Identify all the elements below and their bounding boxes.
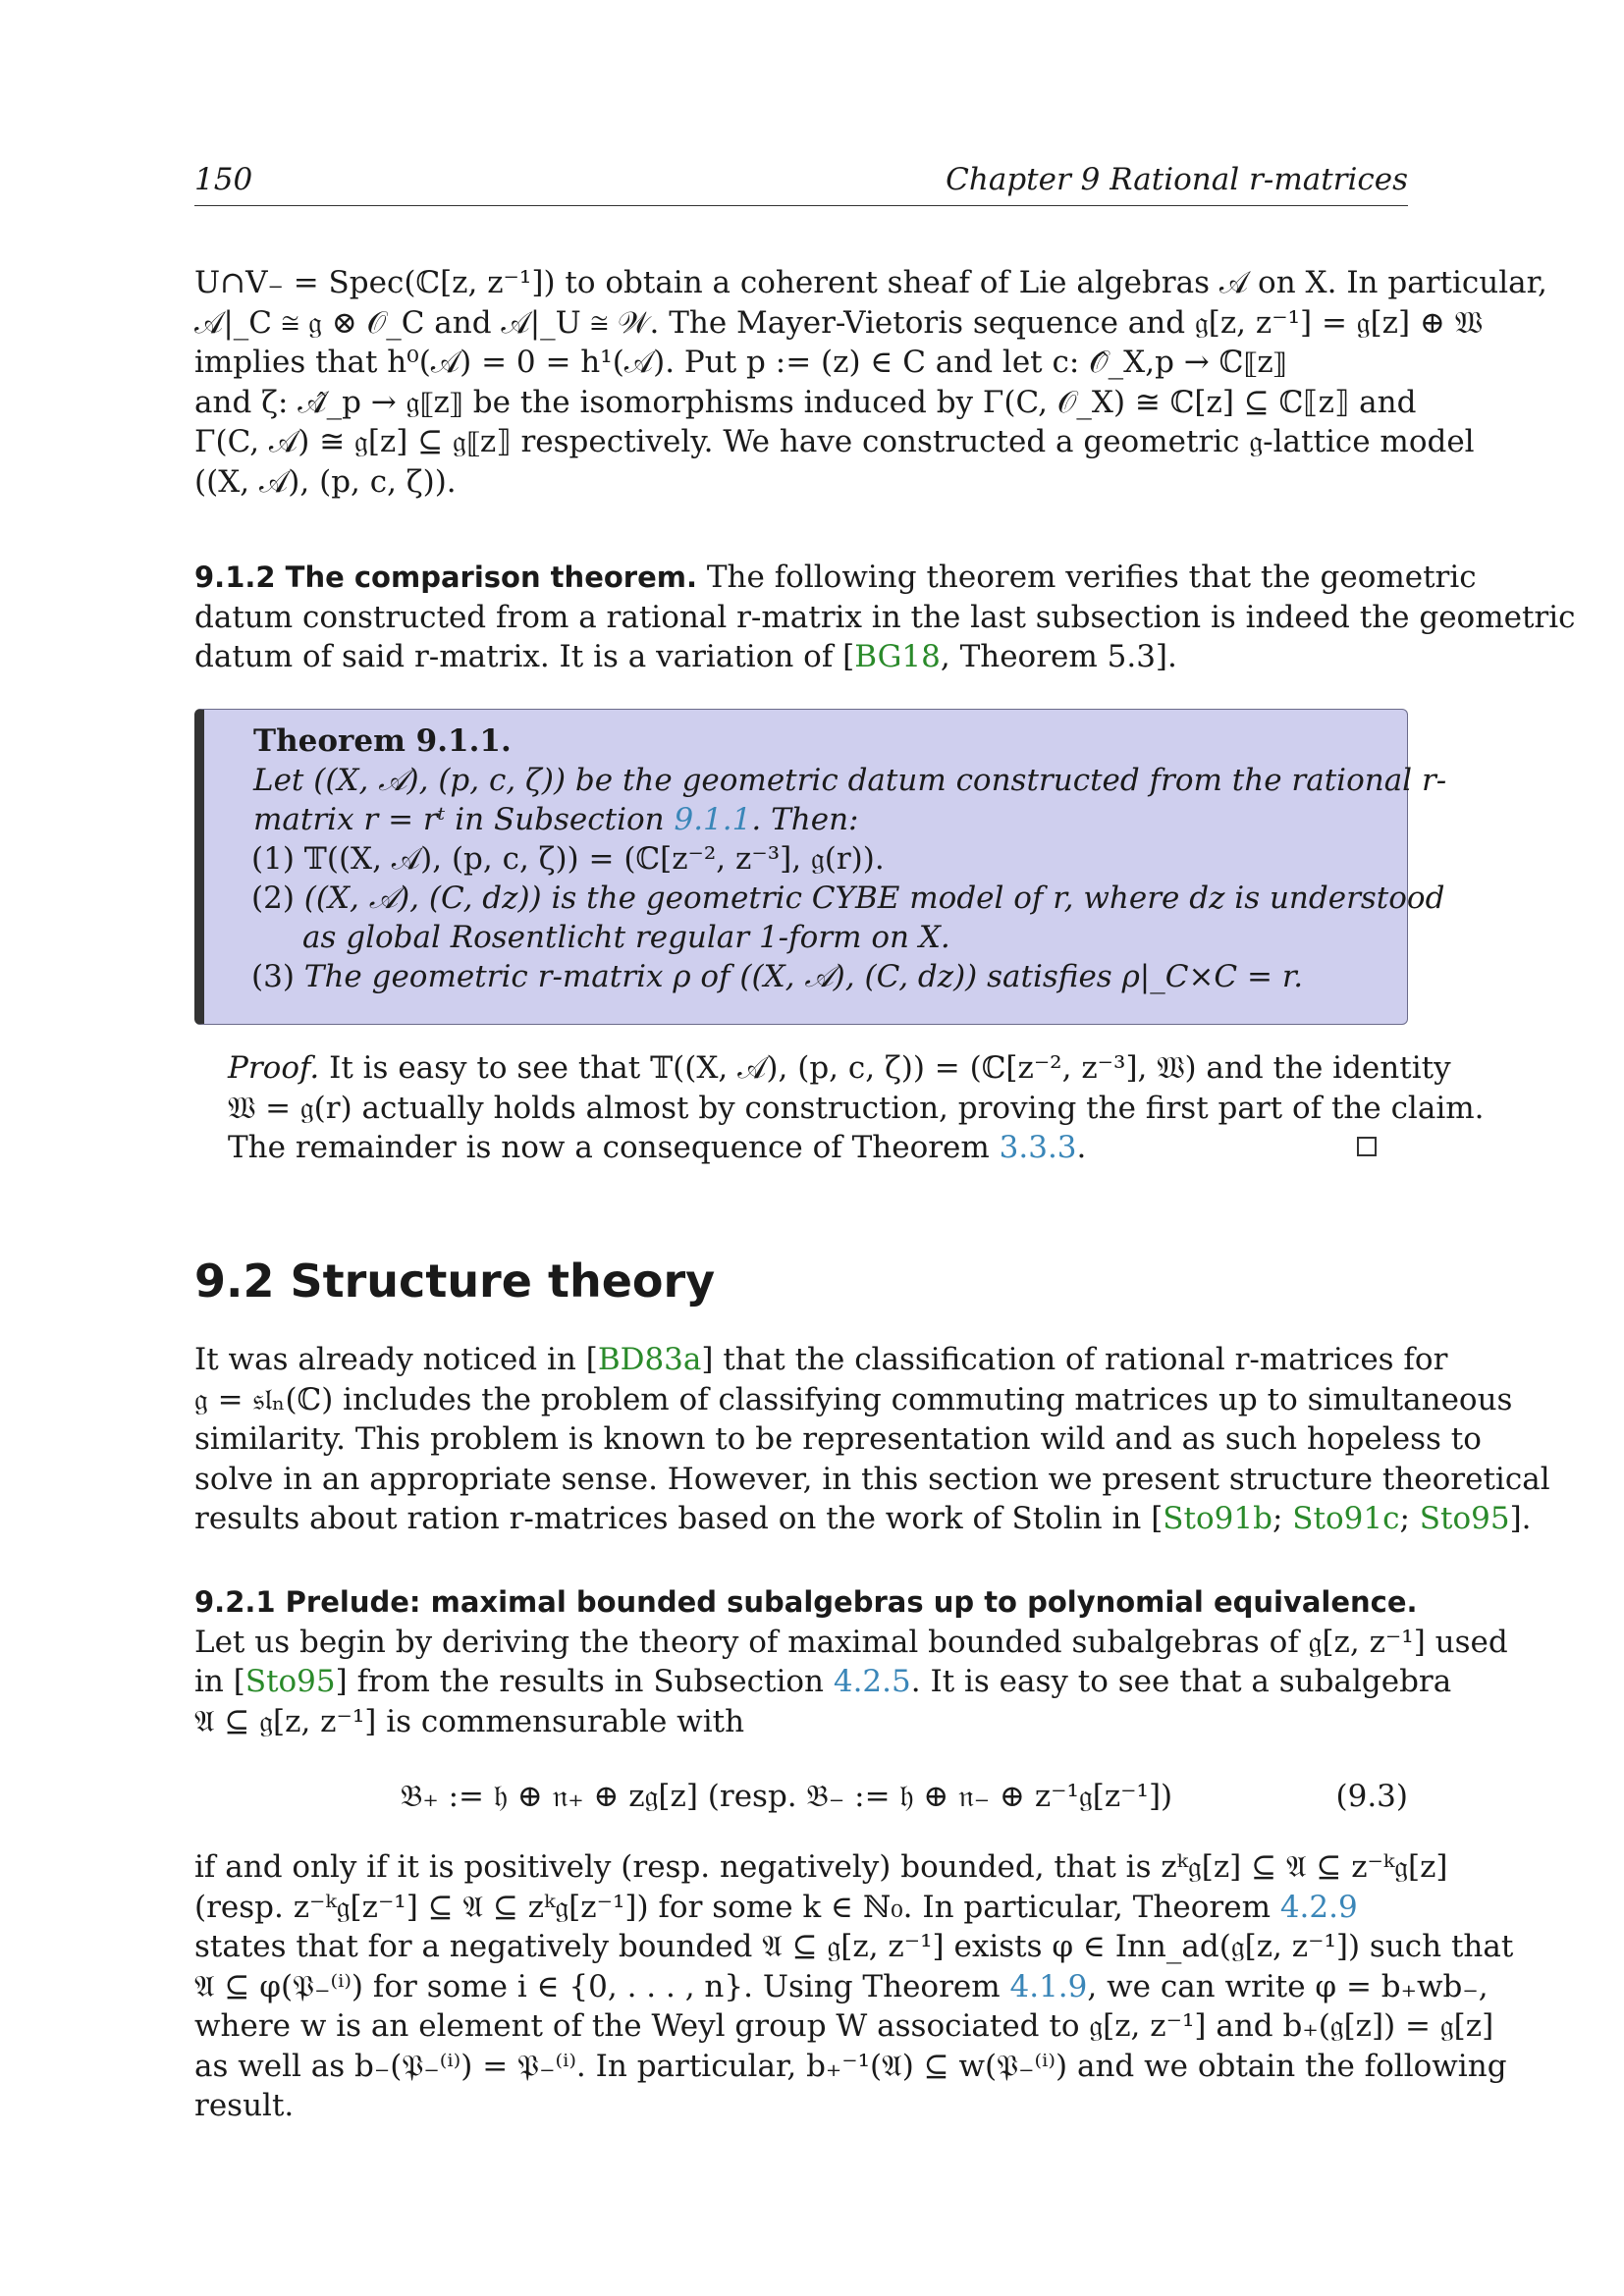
citation-link[interactable]: BD83a bbox=[597, 1342, 702, 1377]
page-number: 150 bbox=[194, 162, 253, 197]
theorem-item-3 bbox=[251, 959, 1303, 995]
text-span: ; bbox=[1272, 1501, 1293, 1536]
theorem-title: Theorem 9.1.1. bbox=[253, 723, 512, 759]
text-line: The remainder is now a consequence of Theorem bbox=[228, 1130, 1000, 1165]
text-line: solve in an appropriate sense. However, in this section we present structure theoretical bbox=[194, 1461, 1550, 1497]
text-span: in [ bbox=[194, 1664, 245, 1699]
equation-body: 𝔅₊ := 𝔥 ⊕ 𝔫₊ ⊕ z𝔤[z] (resp. 𝔅₋ := 𝔥 ⊕ 𝔫₋ ⊕ z⁻¹𝔤[z⁻¹]) bbox=[401, 1779, 1173, 1814]
final-paragraph bbox=[194, 1847, 1514, 2126]
text-line: where w is an element of the Weyl group W associated to 𝔤[z, z⁻¹] and b₊(𝔤[z]) = 𝔤[z] bbox=[194, 2008, 1494, 2044]
proof-block bbox=[228, 1048, 1485, 1168]
subsection-heading: 9.1.2 The comparison theorem. bbox=[194, 561, 697, 594]
qed-square-icon bbox=[1357, 1137, 1377, 1156]
text-span: ] that the classification of rational r-matrices for bbox=[701, 1342, 1448, 1377]
citation-link[interactable]: Sto91c bbox=[1292, 1501, 1400, 1536]
text-line: 𝔄 ⊆ 𝔤[z, z⁻¹] is commensurable with bbox=[194, 1703, 745, 1739]
reference-link[interactable]: 9.1.1 bbox=[674, 802, 752, 837]
running-head bbox=[194, 162, 1408, 206]
theorem-item-2-cont bbox=[302, 920, 950, 955]
item-number: (2) bbox=[251, 881, 295, 916]
item-text: 𝕋((X, 𝒜), (p, c, ζ)) = (ℂ[z⁻², z⁻³], 𝔤(r)). bbox=[294, 841, 885, 877]
theorem-item-1 bbox=[251, 841, 885, 878]
item-number: (3) bbox=[251, 959, 295, 994]
citation-link[interactable]: BG18 bbox=[854, 639, 941, 674]
text-span: 𝔄 ⊆ φ(𝔓₋⁽ⁱ⁾) for some i ∈ {0, . . . , n}. Using Theorem bbox=[194, 1968, 1010, 2004]
text-line: It is easy to see that 𝕋((X, 𝒜), (p, c, ζ)) = (ℂ[z⁻², z⁻³], 𝔚) and the identity bbox=[319, 1050, 1451, 1086]
citation-link[interactable]: Sto95 bbox=[1419, 1501, 1510, 1536]
item-number: (1) bbox=[251, 841, 295, 877]
intro-paragraph bbox=[194, 263, 1547, 502]
citation-link[interactable]: Sto91b bbox=[1163, 1501, 1272, 1536]
section-9-2-paragraph bbox=[194, 1340, 1550, 1539]
text-span: It was already noticed in [ bbox=[194, 1342, 598, 1377]
item-text: ((X, 𝒜), (C, dz)) is the geometric CYBE model of r, where dz is understood bbox=[294, 881, 1445, 916]
text-line: datum of said r-matrix. It is a variation of [ bbox=[194, 639, 855, 674]
text-line: , Theorem 5.3]. bbox=[940, 639, 1177, 674]
theorem-item-2 bbox=[251, 881, 1444, 917]
text-span: . Then: bbox=[751, 802, 859, 837]
text-line: states that for a negatively bounded 𝔄 ⊆ 𝔤[z, z⁻¹] exists φ ∈ Inn_ad(𝔤[z, z⁻¹]) such that bbox=[194, 1929, 1514, 1964]
text-line: and ζ: 𝒜̂_p → 𝔤⟦z⟧ be the isomorphisms induced by Γ(C, 𝒪_X) ≅ ℂ[z] ⊆ ℂ⟦z⟧ and bbox=[194, 384, 1417, 420]
text-line: Γ(C, 𝒜) ≅ 𝔤[z] ⊆ 𝔤⟦z⟧ respectively. We have constructed a geometric 𝔤-lattice model bbox=[194, 424, 1475, 459]
subsection-heading: 9.2.1 Prelude: maximal bounded subalgebras up to polynomial equivalence. bbox=[194, 1585, 1418, 1619]
text-span: ] from the results in Subsection bbox=[335, 1664, 834, 1699]
text-span: (resp. z⁻ᵏ𝔤[z⁻¹] ⊆ 𝔄 ⊆ zᵏ𝔤[z⁻¹]) for some k ∈ ℕ₀. In particular, Theorem bbox=[194, 1889, 1280, 1925]
text-line: 𝒜|_C ≅ 𝔤 ⊗ 𝒪_C and 𝒜|_U ≅ 𝒲. The Mayer-Vietoris sequence and 𝔤[z, z⁻¹] = 𝔤[z] ⊕ 𝔚 bbox=[194, 304, 1483, 341]
reference-link[interactable]: 4.2.9 bbox=[1279, 1889, 1358, 1925]
reference-link[interactable]: 4.2.5 bbox=[833, 1664, 911, 1699]
proof-label: Proof. bbox=[228, 1050, 320, 1086]
item-text: The geometric r-matrix ρ of ((X, 𝒜), (C, dz)) satisfies ρ|_C×C = r. bbox=[294, 959, 1304, 994]
text-line: as well as b₋(𝔓₋⁽ⁱ⁾) = 𝔓₋⁽ⁱ⁾. In particular, b₊⁻¹(𝔄) ⊆ w(𝔓₋⁽ⁱ⁾) and we obtain the following bbox=[194, 2048, 1507, 2084]
text-span: , we can write φ = b₊wb₋, bbox=[1087, 1968, 1489, 2004]
reference-link[interactable]: 3.3.3 bbox=[999, 1130, 1077, 1165]
subsection-9-1-2 bbox=[194, 558, 1576, 677]
text-span: matrix r = rᵗ in Subsection bbox=[253, 802, 675, 837]
equation-number: (9.3) bbox=[1335, 1779, 1408, 1814]
text-line: The following theorem verifies that the geometric bbox=[697, 560, 1477, 595]
section-title: 9.2 Structure theory bbox=[194, 1255, 716, 1308]
text-line: Let us begin by deriving the theory of maximal bounded subalgebras of 𝔤[z, z⁻¹] used bbox=[194, 1624, 1508, 1660]
subsection-9-2-1 bbox=[194, 1582, 1508, 1741]
text-line: U∩V₋ = Spec(ℂ[z, z⁻¹]) to obtain a coherent sheaf of Lie algebras 𝒜 on X. In particular, bbox=[194, 265, 1547, 300]
theorem-line: Let ((X, 𝒜), (p, c, ζ)) be the geometric datum constructed from the rational r- bbox=[253, 763, 1447, 798]
text-span: ; bbox=[1399, 1501, 1420, 1536]
theorem-line bbox=[253, 802, 858, 837]
text-span: ]. bbox=[1509, 1501, 1532, 1536]
text-line: 𝔚 = 𝔤(r) actually holds almost by construction, proving the first part of the claim. bbox=[228, 1090, 1485, 1126]
text-span: . It is easy to see that a subalgebra bbox=[910, 1664, 1452, 1699]
text-line: ((X, 𝒜), (p, c, ζ)). bbox=[194, 463, 457, 500]
text-line: result. bbox=[194, 2088, 295, 2123]
text-line: if and only if it is positively (resp. negatively) bounded, that is zᵏ𝔤[z] ⊆ 𝔄 ⊆ z⁻ᵏ𝔤[z] bbox=[194, 1849, 1448, 1885]
chapter-title: Chapter 9 Rational r-matrices bbox=[946, 162, 1408, 197]
text-line: similarity. This problem is known to be representation wild and as such hopeless to bbox=[194, 1421, 1482, 1457]
text-line: implies that h⁰(𝒜) = 0 = h¹(𝒜). Put p := (z) ∈ C and let c: 𝒪̂_X,p → ℂ⟦z⟧ bbox=[194, 345, 1287, 380]
item-text: as global Rosentlicht regular 1-form on X. bbox=[302, 920, 950, 955]
theorem-box bbox=[194, 709, 1447, 1025]
text-line: 𝔤 = 𝔰𝔩ₙ(ℂ) includes the problem of classifying commuting matrices up to simultaneous bbox=[194, 1381, 1513, 1417]
text-line: datum constructed from a rational r-matrix in the last subsection is indeed the geometric bbox=[194, 599, 1576, 635]
reference-link[interactable]: 4.1.9 bbox=[1009, 1968, 1088, 2004]
text-span: . bbox=[1076, 1130, 1087, 1165]
text-span: results about ration r-matrices based on the work of Stolin in [ bbox=[194, 1501, 1164, 1536]
citation-link[interactable]: Sto95 bbox=[244, 1664, 336, 1699]
